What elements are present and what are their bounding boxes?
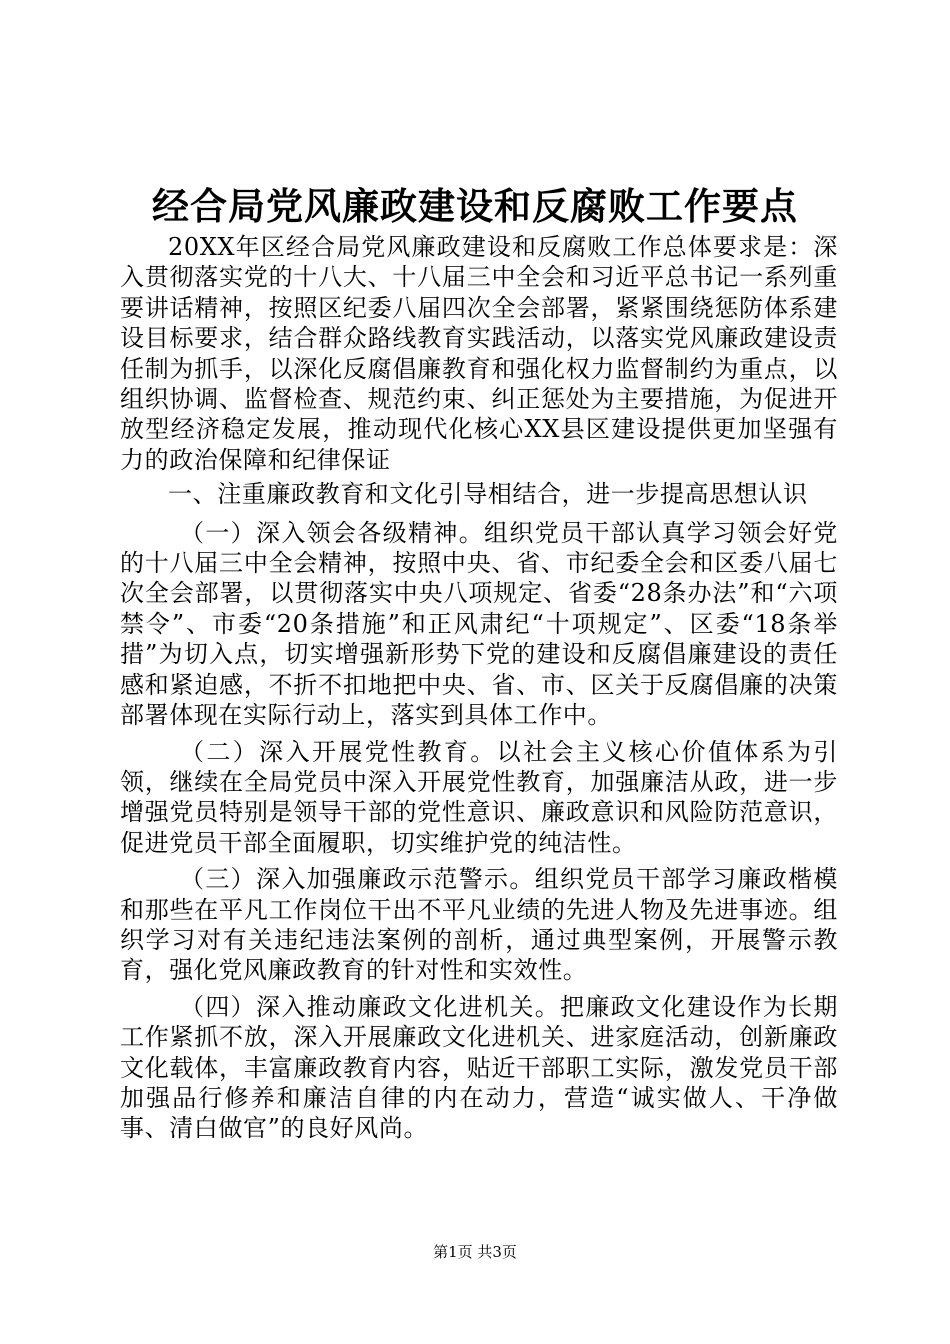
document-title: 经合局党风廉政建设和反腐败工作要点 <box>152 184 798 228</box>
item-paragraph-4: （四）深入推动廉政文化进机关。把廉政文化建设作为长期工作紧抓不放，深入开展廉政文化进机关、进家庭活动，创新廉政文化载体，丰富廉政教育内容，贴近干部职工实际，激发党员干部加强品行修养和廉洁自律的内在动力，营造“诚实做人、干净做事、清白做官”的良好风尚。 <box>120 992 838 1143</box>
document-body <box>120 232 838 1150</box>
item-paragraph-1: （一）深入领会各级精神。组织党员干部认真学习领会好党的十八届三中全会精神，按照中央、省、市纪委全会和区委八届七次全会部署，以贯彻落实中央八项规定、省委“28条办法”和“六项禁令”、市委“20条措施”和正风肃纪“十项规定”、区委“18条举措”为切入点，切实增强新形势下党的建设和反腐倡廉建设的责任感和紧迫感，不折不扣地把中央、省、市、区关于反腐倡廉的决策部署体现在实际行动上，落实到具体工作中。 <box>120 518 838 730</box>
section-heading-1: 一、注重廉政教育和文化引导相结合，进一步提高思想认识 <box>168 480 808 509</box>
page-number-footer: 第1页 共3页 <box>433 1243 517 1261</box>
item-paragraph-2: （二）深入开展党性教育。以社会主义核心价值体系为引领，继续在全局党员中深入开展党性教育，加强廉洁从政，进一步增强党员特别是领导干部的党性意识、廉政意识和风险防范意识，促进党员干部全面履职，切实维护党的纯洁性。 <box>120 737 838 857</box>
intro-paragraph: 20XX年区经合局党风廉政建设和反腐败工作总体要求是：深入贯彻落实党的十八大、十八届三中全会和习近平总书记一系列重要讲话精神，按照区纪委八届四次全会部署，紧紧围绕惩防体系建设目标要求，结合群众路线教育实践活动，以落实党风廉政建设责任制为抓手，以深化反腐倡廉教育和强化权力监督制约为重点，以组织协调、监督检查、规范约束、纠正惩处为主要措施，为促进开放型经济稳定发展，推动现代化核心XX县区建设提供更加坚强有力的政治保障和纪律保证 <box>120 233 838 474</box>
item-paragraph-3: （三）深入加强廉政示范警示。组织党员干部学习廉政楷模和那些在平凡工作岗位干出不平凡业绩的先进人物及先进事迹。组织学习对有关违纪违法案例的剖析，通过典型案例，开展警示教育，强化党风廉政教育的针对性和实效性。 <box>120 865 838 985</box>
